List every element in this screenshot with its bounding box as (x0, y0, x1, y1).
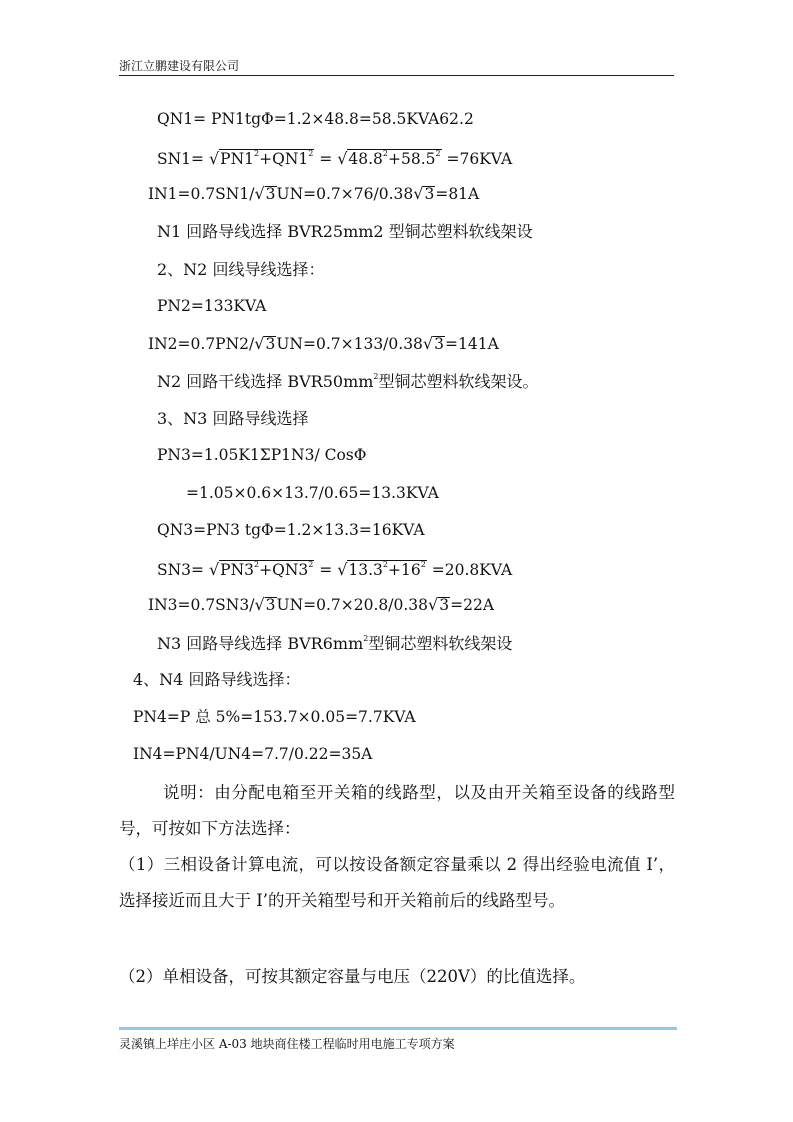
sqrt-symbol: √ (428, 595, 439, 614)
text: IN3=0.7SN3/ (148, 596, 255, 614)
superscript: 2 (254, 149, 260, 158)
sqrt-symbol: √ (208, 560, 220, 579)
superscript: 2 (420, 560, 426, 569)
text: =76KVA (441, 150, 513, 168)
text: N3 回路导线选择 BVR6mm (157, 634, 364, 653)
formula-in2 (148, 336, 499, 353)
text: 48.8 (348, 150, 383, 168)
superscript: 2 (363, 634, 369, 643)
formula-pn3-result: =1.05×0.6×13.7/0.65=13.3KVA (186, 484, 439, 502)
text: SN1= (157, 150, 209, 168)
radicand (347, 560, 426, 579)
radicand (219, 560, 314, 579)
paragraph-single-phase: （2）单相设备，可按其额定容量与电压（220V）的比值选择。 (119, 967, 586, 986)
sqrt-symbol: √ (254, 595, 265, 614)
page-footer (119, 1027, 677, 1051)
text: 13.3 (348, 561, 383, 579)
superscript: 2 (373, 372, 379, 381)
formula-in1 (148, 186, 479, 203)
radicand: 3 (265, 185, 276, 203)
footer-title: 灵溪镇上垟庄小区 A-03 地块商住楼工程临时用电施工专项方案 (119, 1037, 455, 1051)
text: 型铜芯塑料软线架设。 (378, 372, 539, 391)
radicand (347, 149, 441, 168)
formula-pn4: PN4=P 总 5%=153.7×0.05=7.7KVA (133, 708, 416, 726)
text: PN1 (220, 150, 255, 168)
text: IN2=0.7PN2/ (148, 335, 255, 353)
section-2-heading: 2、N2 回线导线选择： (157, 260, 325, 279)
superscript: 2 (254, 560, 260, 569)
sqrt-symbol: √ (208, 149, 220, 168)
text: SN3= (157, 561, 209, 579)
sqrt-symbol: √ (422, 334, 434, 353)
sqrt-symbol: √ (413, 184, 424, 203)
formula-pn3: PN3=1.05K1ΣP1N3/ CosΦ (157, 446, 367, 464)
text: +QN1 (259, 150, 309, 168)
sqrt-symbol: √ (254, 184, 265, 203)
text: UN=0.7×20.8/0.38 (276, 596, 429, 614)
radicand: 3 (424, 185, 435, 203)
superscript: 2 (308, 560, 314, 569)
radicand (219, 149, 314, 168)
superscript: 2 (382, 560, 388, 569)
company-name: 浙江立鹏建设有限公司 (119, 59, 240, 73)
text: N2 回路干线选择 BVR50mm (157, 372, 374, 391)
paragraph-three-phase: （1）三相设备计算电流，可以按设备额定容量乘以 2 得出经验电流值 I’，选择接近而且大于 I’的开关箱型号和开关箱前后的线路型号。 (119, 855, 675, 910)
text: PN3 (220, 561, 255, 579)
text: = (314, 150, 338, 168)
text: UN=0.7×133/0.38 (276, 335, 423, 353)
superscript: 2 (435, 149, 441, 158)
paragraph-explanation: 说明：由分配电箱至开关箱的线路型，以及由开关箱至设备的线路型号，可按如下方法选择： (119, 783, 675, 838)
radicand: 3 (439, 596, 450, 614)
sqrt-symbol: √ (337, 560, 348, 579)
formula-in3 (148, 597, 494, 614)
section-4-heading: 4、N4 回路导线选择： (133, 670, 301, 689)
radicand: 3 (265, 335, 276, 353)
n1-selection: N1 回路导线选择 BVR25mm2 型铜芯塑料软线架设 (157, 222, 533, 241)
radicand: 3 (434, 335, 444, 353)
formula-qn3: QN3=PN3 tgΦ=1.2×13.3=16KVA (157, 521, 425, 539)
text: UN=0.7×76/0.38 (276, 185, 414, 203)
text: 型铜芯塑料软线架设 (368, 634, 513, 653)
text: =22A (450, 596, 495, 614)
section-3-heading: 3、N3 回路导线选择 (157, 409, 309, 428)
formula-sn1 (157, 149, 512, 168)
superscript: 2 (382, 149, 388, 158)
text: =81A (435, 185, 480, 203)
formula-in4: IN4=PN4/UN4=7.7/0.22=35A (133, 745, 373, 763)
text: =141A (445, 335, 499, 353)
n3-selection (157, 635, 512, 652)
radicand: 3 (265, 596, 276, 614)
text: = (314, 561, 338, 579)
formula-qn1: QN1= PN1tgΦ=1.2×48.8=58.5KVA62.2 (157, 110, 474, 128)
text: +16 (388, 561, 421, 579)
text: IN1=0.7SN1/ (148, 185, 255, 203)
superscript: 2 (308, 149, 314, 158)
text: =20.8KVA (426, 561, 513, 579)
sqrt-symbol: √ (337, 149, 348, 168)
sqrt-symbol: √ (254, 334, 265, 353)
formula-pn2: PN2=133KVA (157, 297, 267, 315)
text: +QN3 (259, 561, 309, 579)
page-header (119, 55, 674, 76)
text: +58.5 (388, 150, 436, 168)
formula-sn3 (157, 560, 512, 579)
n2-selection (157, 373, 539, 390)
